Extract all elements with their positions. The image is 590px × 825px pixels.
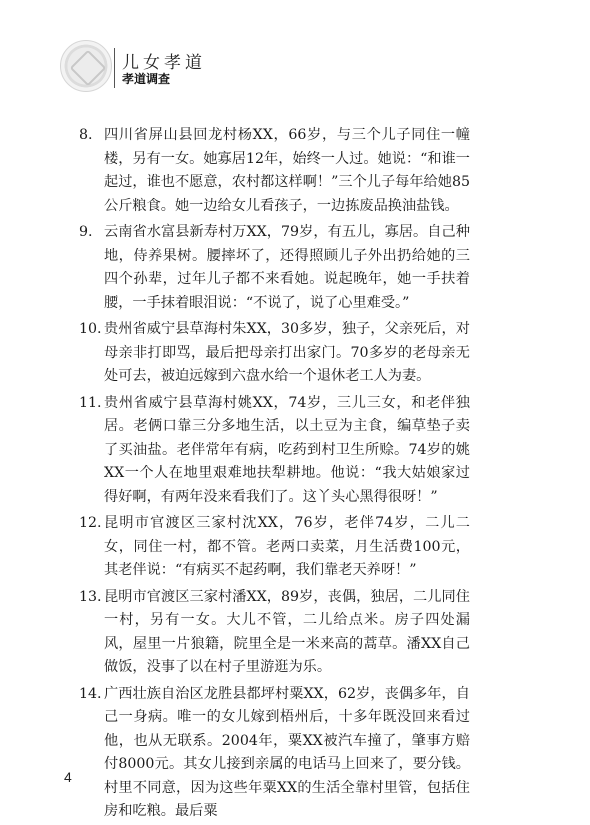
list-item	[79, 683, 470, 824]
list-item-text: 广西壮族自治区龙胜县都坪村粟XX，62岁，丧偶多年，自己一身病。唯一的女儿嫁到梧州后，十多年既没回来看过他，也从无联系。2004年，粟XX被汽车撞了，肇事方赔付8000元。其女儿接到亲属的电话马上回来了，要分钱。村里不同意，因为这些年粟XX的生活全靠村里管，包括住房和吃粮。最后粟	[104, 685, 470, 819]
list-item	[79, 586, 470, 680]
list-item	[79, 221, 470, 315]
list-item-number: 11.	[79, 394, 102, 411]
list-item	[79, 318, 470, 389]
running-header	[60, 34, 540, 94]
list-item-text: 贵州省威宁县草海村姚XX，74岁，三儿三女，和老伴独居。老俩口靠三分多地生活，以土豆为主食，编草垫子卖了买油盐。老伴常年有病，吃药到村卫生所赊。74岁的姚XX一个人在地里艰难地扶犁耕地。他说：“我大姑娘家过得好啊，有两年没来看我们了。这丫头心黑得很呀！”	[104, 394, 470, 505]
page-body	[79, 124, 470, 824]
list-item-text: 昆明市官渡区三家村沈XX，76岁，老伴74岁，二儿二女，同住一村，都不管。老两口卖菜，月生活费100元，其老伴说：“有病买不起药啊，我们靠老天养呀！”	[104, 515, 470, 578]
list-item-number: 8.	[79, 127, 93, 143]
list-item-number: 13.	[79, 588, 102, 605]
list-item-text: 昆明市官渡区三家村潘XX，89岁，丧偶，独居，二儿同住一村，另有一女。大儿不管，二儿给点米。房子四处漏风，屋里一片狼籍，院里全是一米来高的蒿草。潘XX自己做饭，没事了以在村子里游逛为乐。	[104, 588, 470, 675]
seal-logo-icon	[60, 40, 112, 92]
list-item-text: 贵州省威宁县草海村朱XX，30多岁，独子，父亲死后，对母亲非打即骂，最后把母亲打出家门。70多岁的老母亲无处可去，被迫远嫁到六盘水给一个退休老工人为妻。	[104, 321, 470, 384]
list-item-number: 14.	[79, 685, 102, 702]
list-item	[79, 512, 470, 583]
list-item-number: 12.	[79, 515, 102, 531]
list-item-text: 四川省屏山县回龙村杨XX，66岁，与三个儿子同住一幢楼，另有一女。她寡居12年，始终一人过。她说：“和谁一起过，谁也不愿意，农村都这样啊！”三个儿子每年给她85公斤粮食。她一边给女儿看孩子，一边拣废品换油盐钱。	[104, 127, 470, 214]
list-item-number: 10.	[79, 321, 102, 337]
list-item-text: 云南省水富县新寿村万XX，79岁，有五儿，寡居。自己种地，侍养果树。腰摔坏了，还得照顾儿子外出扔给她的三四个孙辈，过年儿子都不来看她。说起晚年，她一手扶着腰，一手抹着眼泪说：“不说了，说了心里难受。”	[104, 224, 470, 311]
list-item-number: 9.	[79, 224, 93, 240]
page-number: 4	[64, 769, 72, 785]
chapter-title: 孝道调查	[122, 72, 171, 86]
header-divider	[114, 48, 115, 88]
list-item	[79, 392, 470, 510]
book-title: 儿女孝道	[122, 53, 206, 73]
list-item	[79, 124, 470, 218]
